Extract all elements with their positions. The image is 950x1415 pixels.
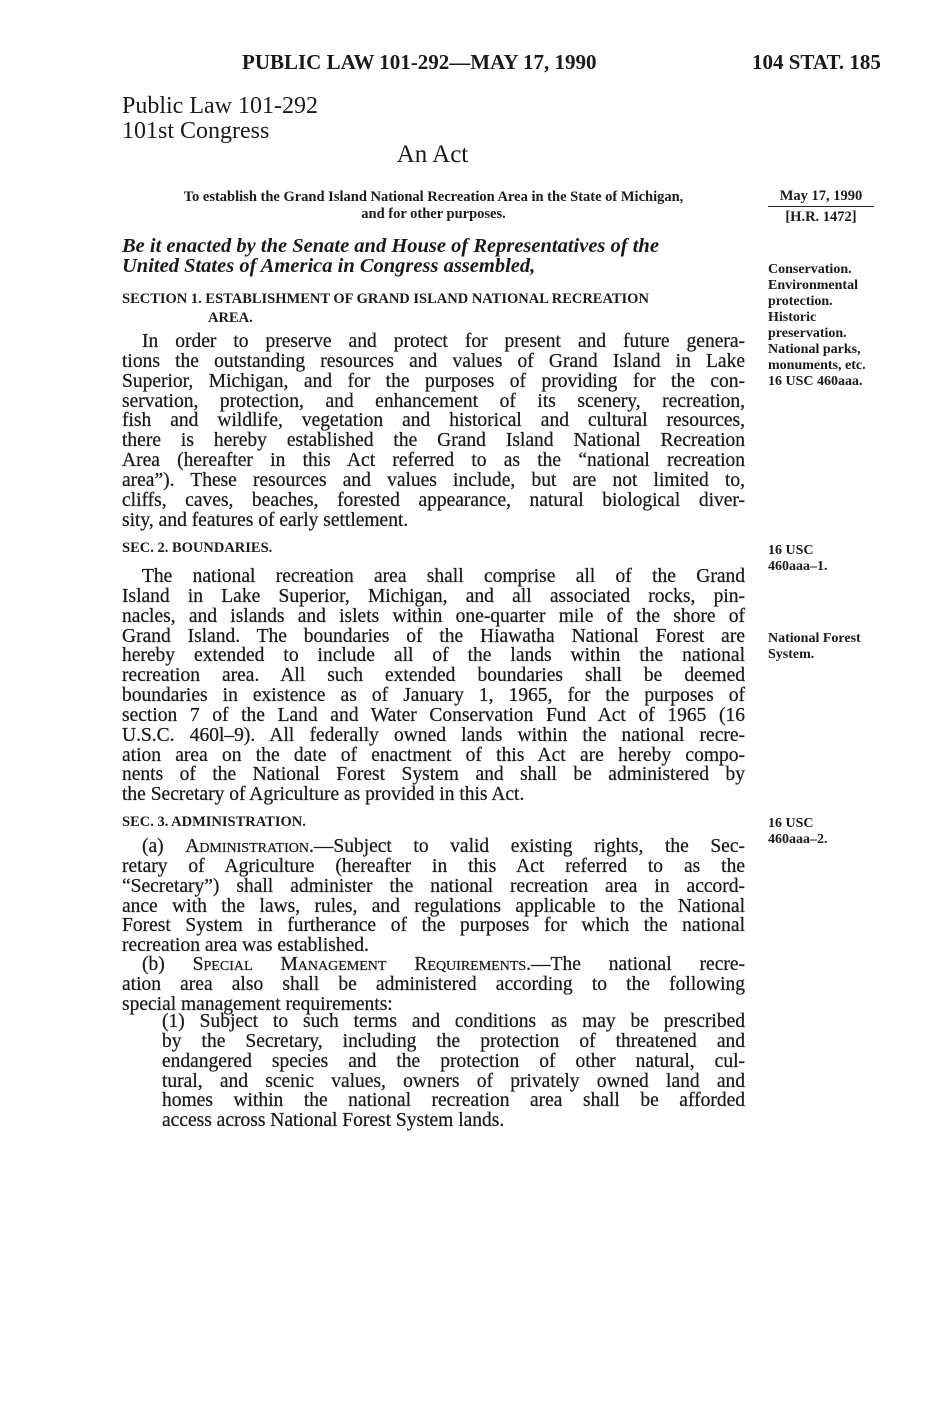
text-line: servation, protection, and enhancement of its scenery, recreation, [122,390,745,412]
section-1-heading [122,290,649,328]
margin-notes-section-1 [768,262,866,390]
text-line: special management requirements: [122,993,393,1015]
margin-note-line: Conservation. [768,262,852,277]
text-line: access across National Forest System lands. [162,1110,505,1132]
text-line: ance with the laws, rules, and regulations applicable to the National [122,895,745,917]
text-line: U.S.C. 460l–9). All federally owned lands within the national recre- [122,724,745,746]
heading-line: SECTION 1. ESTABLISHMENT OF GRAND ISLAND NATIONAL RECREATION [122,291,649,307]
section-1-paragraph [122,332,745,530]
text-line: nents of the National Forest System and shall be administered by [122,764,745,786]
margin-notes-section-2 [768,543,828,575]
text-line: cliffs, caves, beaches, forested appearance, natural biological diver- [122,489,745,511]
text-line: (a) Administration.—Subject to valid existing rights, the Sec- [142,836,745,857]
heading-line: AREA. [208,310,253,326]
margin-note-line: protection. [768,294,833,309]
text-line: fish and wildlife, vegetation and historical and cultural resources, [122,410,745,432]
margin-note-line: 16 USC [768,543,814,558]
margin-note-line: National parks, [768,342,861,357]
text-line: the Secretary of Agriculture as provided in this Act. [122,784,525,806]
margin-note-line: 460aaa–1. [768,559,828,574]
margin-note-line: Historic [768,310,817,325]
text-line: The national recreation area shall comprise all of the Grand [142,566,745,587]
margin-note-line: System. [768,647,815,662]
text-line: hereby extended to include all of the lands within the national [122,645,745,667]
act-title [122,189,745,223]
text-line: nacles, and islands and islets within one-quarter mile of the shore of [122,605,745,627]
enacting-clause [122,236,745,276]
text-line: tural, and scenic values, owners of privately owned land and [162,1070,745,1092]
act-heading: An Act [396,141,469,168]
text-line: Grand Island. The boundaries of the Hiawatha National Forest are [122,625,745,647]
margin-note-line: 16 USC [768,816,814,831]
text-line: section 7 of the Land and Water Conservation Fund Act of 1965 (16 [122,704,745,726]
text-line: ation area also shall be administered according to the following [122,973,745,995]
running-title: PUBLIC LAW 101-292—MAY 17, 1990 [242,50,597,74]
margin-bill: [H.R. 1472] [785,209,857,225]
margin-note-line: 16 USC 460aaa. [768,374,863,389]
margin-date-block [768,188,874,225]
margin-notes-section-3 [768,816,828,848]
section-3a-paragraph [122,837,745,956]
congress: 101st Congress [122,118,270,144]
section-2-paragraph [122,567,745,805]
margin-note-line: Environmental [768,278,858,293]
margin-notes-section-2b [768,631,861,663]
margin-note-line: monuments, etc. [768,358,866,373]
stat-citation: 104 STAT. 185 [752,50,881,74]
text-line: recreation area. All such extended boundaries shall be deemed [122,665,745,687]
text-line: there is hereby established the Grand Island National Recreation [122,430,745,452]
section-3b-paragraph [122,955,745,1015]
text-line: by the Secretary, including the protection of threatened and [162,1030,745,1052]
margin-note-line: National Forest [768,631,861,646]
text-line: Superior, Michigan, and for the purposes of providing for the con- [122,370,745,392]
text-line: Forest System in furtherance of the purposes for which the national [122,915,745,937]
text-line: tions the outstanding resources and values of Grand Island in Lake [122,350,745,372]
text-line: sity, and features of early settlement. [122,509,409,531]
margin-note-line: 460aaa–2. [768,832,828,847]
text-line: Island in Lake Superior, Michigan, and all associated rocks, pin- [122,585,745,607]
text-line: (1) Subject to such terms and conditions as may be prescribed [162,1011,745,1032]
text-line: endangered species and the protection of other natural, cul- [162,1050,745,1072]
text-line: Area (hereafter in this Act referred to as the “national recreation [122,450,745,472]
section-3b1-paragraph [162,1012,745,1131]
text-line: homes within the national recreation area shall be afforded [162,1090,745,1112]
text-line: boundaries in existence as of January 1, 1965, for the purposes of [122,685,745,707]
margin-note-line: preservation. [768,326,847,341]
text-line: (b) Special Management Requirements.—The national recre- [142,954,745,975]
text-line: ation area on the date of enactment of this Act are hereby compo- [122,744,745,766]
text-line: area”). These resources and values include, but are not limited to, [122,469,745,491]
public-law-number: Public Law 101-292 [122,93,318,119]
title-line: and for other purposes. [361,206,506,222]
text-line: recreation area was established. [122,935,369,957]
run-in-heading: Special Management Requirements. [192,954,532,975]
text-line: retary of Agriculture (hereafter in this Act referred to as the [122,855,745,877]
title-line: To establish the Grand Island National Recreation Area in the State of Michigan, [183,189,684,205]
section-3-heading: SEC. 3. ADMINISTRATION. [122,814,306,830]
section-2-heading: SEC. 2. BOUNDARIES. [122,540,273,556]
margin-date: May 17, 1990 [779,188,863,204]
text-line: In order to preserve and protect for present and future genera- [142,331,745,352]
enacting-line: United States of America in Congress assembled, [122,255,536,277]
run-in-heading: Administration. [185,836,314,857]
enacting-line: Be it enacted by the Senate and House of Representatives of the [122,235,659,257]
text-line: “Secretary”) shall administer the national recreation area in accord- [122,875,745,897]
